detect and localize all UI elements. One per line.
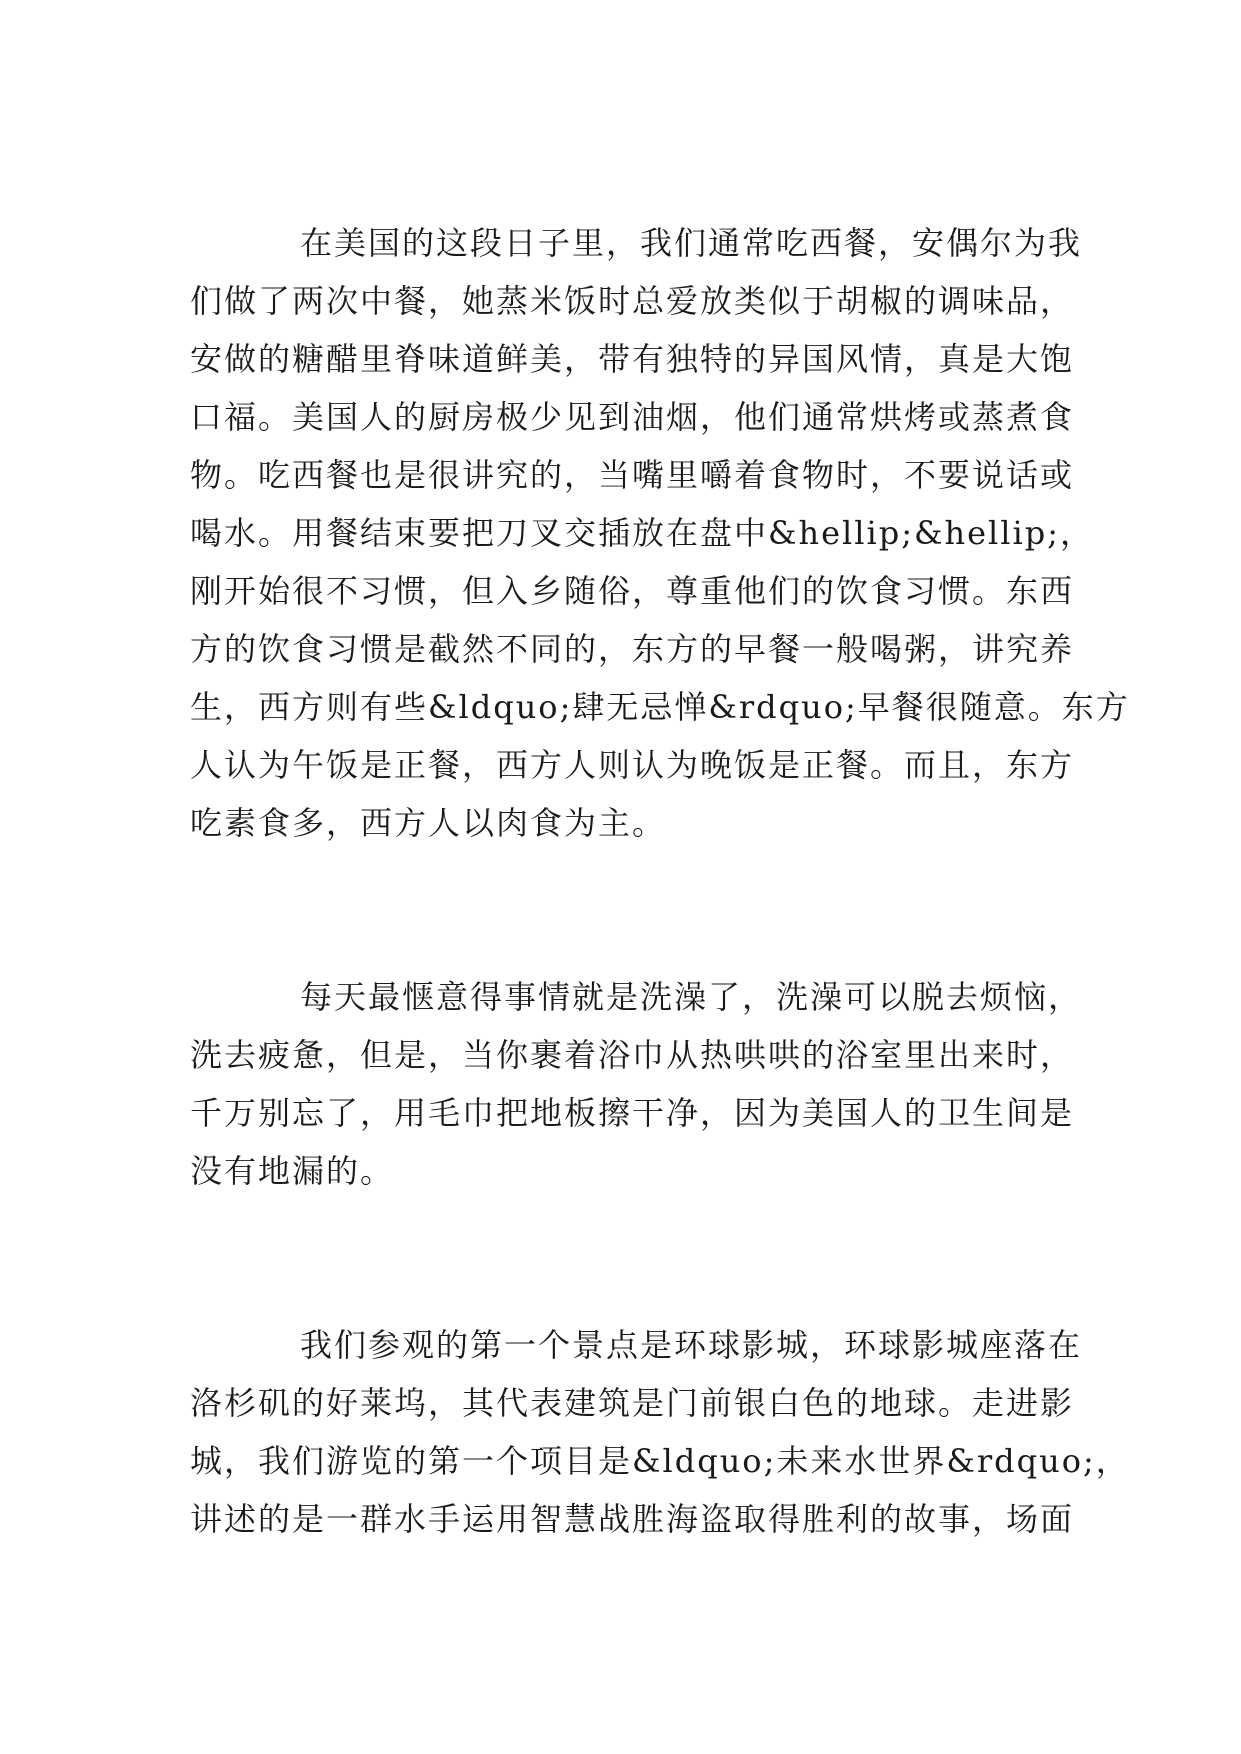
paragraph-dining (190, 214, 1130, 852)
text-line: 物。吃西餐也是很讲究的，当嘴里嚼着食物时，不要说话或 (190, 456, 1075, 494)
text-line: 吃素食多，西方人以肉食为主。 (190, 804, 667, 842)
text-line: 千万别忘了，用毛巾把地板擦干净，因为美国人的卫生间是 (190, 1094, 1075, 1132)
text-line: 洛杉矶的好莱坞，其代表建筑是门前银白色的地球。走进影 (190, 1384, 1075, 1422)
text-line: 每天最惬意得事情就是洗澡了，洗澡可以脱去烦恼， (300, 978, 1083, 1016)
text-line: 刚开始很不习惯，但入乡随俗，尊重他们的饮食习惯。东西 (190, 572, 1075, 610)
text-line: 人认为午饭是正餐，西方人则认为晚饭是正餐。而且，东方 (190, 746, 1075, 784)
text-line: 没有地漏的。 (190, 1152, 395, 1190)
paragraph-bathing (190, 968, 1083, 1200)
text-line: 安做的糖醋里脊味道鲜美，带有独特的异国风情，真是大饱 (190, 340, 1075, 378)
text-line: 方的饮食习惯是截然不同的，东方的早餐一般喝粥，讲究养 (190, 630, 1075, 668)
paragraph-universal-studios (190, 1316, 1130, 1548)
text-line: 在美国的这段日子里，我们通常吃西餐，安偶尔为我 (300, 224, 1083, 262)
text-line: 洗去疲惫，但是，当你裹着浴巾从热哄哄的浴室里出来时， (190, 1036, 1075, 1074)
text-line: 生，西方则有些&ldquo;肆无忌惮&rdquo;早餐很随意。东方 (190, 688, 1130, 726)
text-line: 口福。美国人的厨房极少见到油烟，他们通常烘烤或蒸煮食 (190, 398, 1075, 436)
text-line: 我们参观的第一个景点是环球影城，环球影城座落在 (300, 1326, 1083, 1364)
text-line: 城，我们游览的第一个项目是&ldquo;未来水世界&rdquo;， (190, 1442, 1130, 1480)
text-line: 讲述的是一群水手运用智慧战胜海盗取得胜利的故事，场面 (190, 1500, 1075, 1538)
text-line: 们做了两次中餐，她蒸米饭时总爱放类似于胡椒的调味品， (190, 282, 1075, 320)
text-line: 喝水。用餐结束要把刀叉交插放在盘中&hellip;&hellip;， (190, 514, 1095, 552)
